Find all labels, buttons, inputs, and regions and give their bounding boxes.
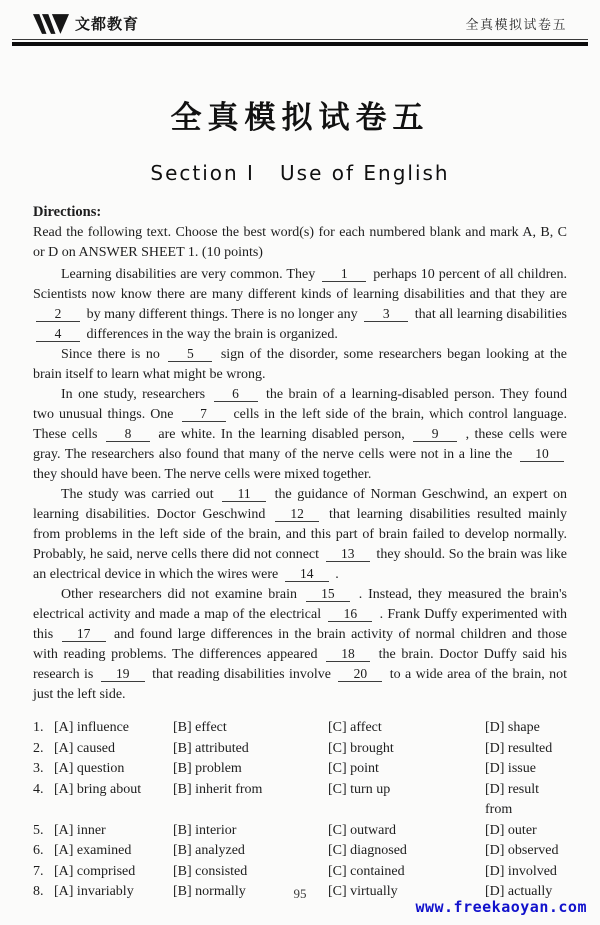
paper-title: 全真模拟试卷五 <box>170 100 430 135</box>
question-number-6: 6. <box>33 843 44 858</box>
cloze-blank-17: 17 <box>62 627 106 642</box>
passage-paragraph-2: Since there is no 5 sign of the disorder, some researchers began looking at the brain itself to learn what might be wrong. <box>33 346 568 382</box>
cloze-blank-18: 18 <box>326 647 370 662</box>
cloze-passage <box>33 265 567 705</box>
header-paper-title: 全真模拟试卷五 <box>465 17 567 32</box>
passage-paragraph-3: In one study, researchers 6 the brain of a learning-disabled person. They found two unusual things. One 7 cells in the left side of the brain, which control language. These cells 8 are white. In the learning disabled person, 9 , these cells were gray. The researchers also found that many of the nerve cells were not in a line the 10 they should have been. The nerve cells were mixed together. <box>33 386 567 482</box>
option-8-C: [C] virtually <box>328 884 398 899</box>
option-3-D: [D] issue <box>485 761 536 776</box>
option-7-B: [B] consisted <box>173 863 248 879</box>
passage-paragraph-4: The study was carried out 11 the guidance of Norman Geschwind, an expert on learning disabilities. Doctor Geschwind 12 that learning disabilities resulted mainly from problems in the left side of the brain, and this part of brain failed to develop normally. Probably, he said, nerve cells there did not connect 13 they should. So the brain was like an electrical device in which the wires were 14 . <box>33 486 568 582</box>
cloze-blank-8: 8 <box>106 427 150 442</box>
question-number-2: 2. <box>33 740 44 756</box>
page-body <box>0 202 600 903</box>
cloze-blank-2: 2 <box>36 307 80 322</box>
header-row <box>0 0 600 34</box>
page-header <box>0 0 600 46</box>
option-row-2 <box>33 739 567 760</box>
question-number-8: 8. <box>33 884 44 899</box>
option-1-D: [D] shape <box>485 720 540 735</box>
option-2-A: 2. [A] caused <box>33 739 173 760</box>
cloze-blank-11: 11 <box>222 487 266 502</box>
option-5-B: [B] interior <box>173 822 237 838</box>
option-3-A: 3. [A] question <box>33 759 173 780</box>
option-8-B: [B] normally <box>173 884 246 899</box>
directions-text: Read the following text. Choose the best word(s) for each numbered blank and mark A, B, C or D on ANSWER SHEET 1. (10 points) <box>33 225 567 260</box>
option-3-C: [C] point <box>328 761 379 776</box>
cloze-blank-5: 5 <box>168 347 212 362</box>
option-6-A: 6. [A] examined <box>33 841 173 862</box>
option-row-6 <box>33 841 567 862</box>
cloze-blank-9: 9 <box>413 427 457 442</box>
option-row-1 <box>33 718 567 739</box>
option-row-4 <box>33 780 567 821</box>
cloze-blank-16: 16 <box>328 607 372 622</box>
cloze-blank-14: 14 <box>285 567 329 582</box>
cloze-blank-15: 15 <box>306 587 350 602</box>
option-1-B: [B] effect <box>173 720 227 735</box>
cloze-blank-1: 1 <box>322 267 366 282</box>
page-number: 95 <box>293 886 307 901</box>
option-1-C: [C] affect <box>328 720 382 735</box>
question-number-5: 5. <box>33 822 44 838</box>
wendu-w-logo-icon <box>33 14 69 34</box>
watermark-url: www.freekaoyan.com <box>415 898 587 916</box>
option-1-A: 1. [A] influence <box>33 718 173 739</box>
question-number-3: 3. <box>33 761 44 776</box>
option-2-C: [C] brought <box>328 740 394 756</box>
option-3-B: [B] problem <box>173 761 242 776</box>
passage-paragraph-1: Learning disabilities are very common. They 1 perhaps 10 percent of all children. Scientists now know there are many different kinds of learning disabilities and that they are 2 by many different things. There is no longer any 3 that all learning disabilities 4 differences in the way the brain is organized. <box>33 266 567 342</box>
option-6-D: [D] observed <box>485 843 559 858</box>
cloze-blank-6: 6 <box>214 387 258 402</box>
option-5-C: [C] outward <box>328 822 397 838</box>
option-4-A: 4. [A] bring about <box>33 780 173 821</box>
option-8-D: [D] actually <box>485 884 553 899</box>
option-2-B: [B] attributed <box>173 740 249 756</box>
directions <box>33 202 567 263</box>
question-number-1: 1. <box>33 720 44 735</box>
options-list <box>33 718 567 903</box>
option-8-A: 8. [A] invariably <box>33 882 173 903</box>
cloze-blank-12: 12 <box>275 507 319 522</box>
section-heading: Section Ⅰ Use of English <box>150 161 450 185</box>
question-number-4: 4. <box>33 781 44 797</box>
brand-name: 文都教育 <box>75 16 140 33</box>
option-4-B: [B] inherit from <box>173 781 263 797</box>
header-rule-thin <box>12 39 588 40</box>
option-row-3 <box>33 759 567 780</box>
option-4-D: [D] result from <box>485 781 540 817</box>
cloze-blank-19: 19 <box>101 667 145 682</box>
passage-paragraph-5: Other researchers did not examine brain 15 . Instead, they measured the brain's electrical activity and made a map of the electrical 16 . Frank Duffy experimented with this 17 and found large differences in the brain activity of normal children and those with reading problems. The differences appeared 18 the brain. Doctor Duffy said his research is 19 that reading disabilities involve 20 to a wide area of the brain, not just the left side. <box>33 586 568 702</box>
option-7-A: 7. [A] comprised <box>33 862 173 883</box>
cloze-blank-10: 10 <box>520 447 564 462</box>
option-7-D: [D] involved <box>485 863 557 879</box>
option-6-B: [B] analyzed <box>173 843 245 858</box>
option-5-D: [D] outer <box>485 822 537 838</box>
option-2-D: [D] resulted <box>485 740 553 756</box>
brand <box>33 13 139 34</box>
cloze-blank-3: 3 <box>364 307 408 322</box>
cloze-blank-4: 4 <box>36 327 80 342</box>
header-rule-thick <box>12 42 588 46</box>
cloze-blank-13: 13 <box>326 547 370 562</box>
cloze-blank-7: 7 <box>182 407 226 422</box>
option-4-C: [C] turn up <box>328 781 391 797</box>
option-row-5 <box>33 821 567 842</box>
option-7-C: [C] contained <box>328 863 405 879</box>
option-row-7 <box>33 862 567 883</box>
directions-label: Directions: <box>33 204 102 220</box>
question-number-7: 7. <box>33 863 44 879</box>
cloze-blank-20: 20 <box>338 667 382 682</box>
option-6-C: [C] diagnosed <box>328 843 407 858</box>
option-5-A: 5. [A] inner <box>33 821 173 842</box>
